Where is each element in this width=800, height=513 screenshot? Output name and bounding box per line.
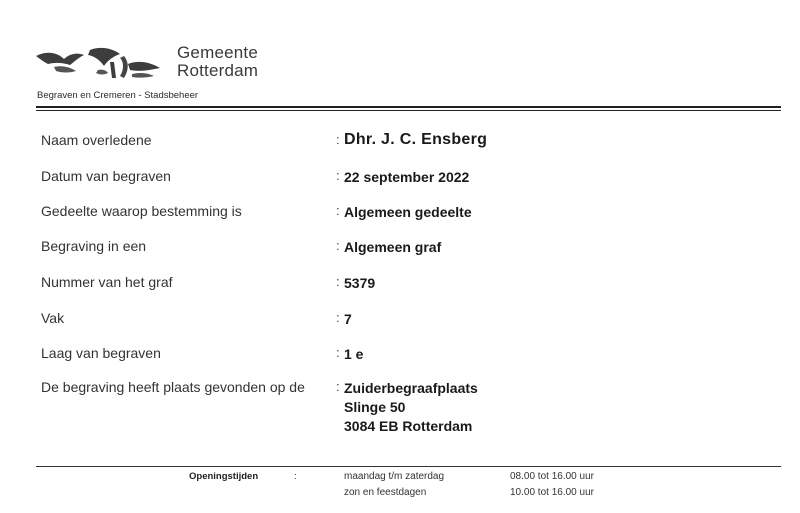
field-value (344, 168, 469, 187)
opening-hours-days: maandag t/m zaterdag (344, 471, 445, 482)
field-value (344, 130, 487, 149)
opening-hours-days: zon en feestdagen (344, 487, 427, 498)
cemetery-name: Zuiderbegraafplaats (344, 380, 478, 396)
field-label: Begraving in een (41, 238, 147, 254)
field-value-line: Algemeen gedeelte (344, 204, 472, 220)
field-value-line: Algemeen graf (344, 239, 442, 255)
field-value (344, 203, 472, 222)
field-value-line: 5379 (344, 275, 376, 291)
field-value-line: 1 e (344, 346, 364, 362)
field-separator: : (336, 379, 340, 394)
department-name: Begraven en Cremeren - Stadsbeheer (37, 90, 199, 101)
field-label: De begraving heeft plaats gevonden op de (41, 379, 305, 395)
org-name-line2: Rotterdam (177, 61, 259, 80)
opening-hours-separator: : (294, 471, 297, 482)
field-label: Laag van begraven (41, 345, 161, 361)
field-label: Vak (41, 310, 65, 326)
field-value (344, 274, 375, 293)
field-separator: : (336, 345, 340, 360)
footer-divider (36, 466, 781, 467)
field-separator: : (336, 132, 340, 147)
field-value-line: Dhr. J. C. Ensberg (344, 131, 488, 148)
field-value (344, 310, 352, 329)
field-value-line: 22 september 2022 (344, 169, 470, 185)
field-separator: : (336, 168, 340, 183)
cemetery-street: Slinge 50 (344, 399, 406, 415)
field-separator: : (336, 274, 340, 289)
field-label: Naam overledene (41, 132, 152, 148)
field-label: Datum van begraven (41, 168, 171, 184)
field-separator: : (336, 310, 340, 325)
field-separator: : (336, 203, 340, 218)
opening-hours-time: 10.00 tot 16.00 uur (510, 487, 594, 498)
organization-name (177, 44, 258, 80)
field-value-line: 7 (344, 311, 352, 327)
org-name-line1: Gemeente (177, 43, 258, 62)
header-divider (36, 106, 781, 111)
opening-hours-title: Openingstijden (189, 471, 259, 482)
opening-hours-time: 08.00 tot 16.00 uur (510, 471, 594, 482)
rotterdam-herons-logo-icon (34, 40, 164, 84)
field-separator: : (336, 238, 340, 253)
field-value (344, 345, 363, 364)
field-value (344, 238, 441, 257)
cemetery-postal-city: 3084 EB Rotterdam (344, 418, 473, 434)
field-label: Gedeelte waarop bestemming is (41, 203, 242, 219)
field-label: Nummer van het graf (41, 274, 173, 290)
field-value (344, 379, 478, 436)
